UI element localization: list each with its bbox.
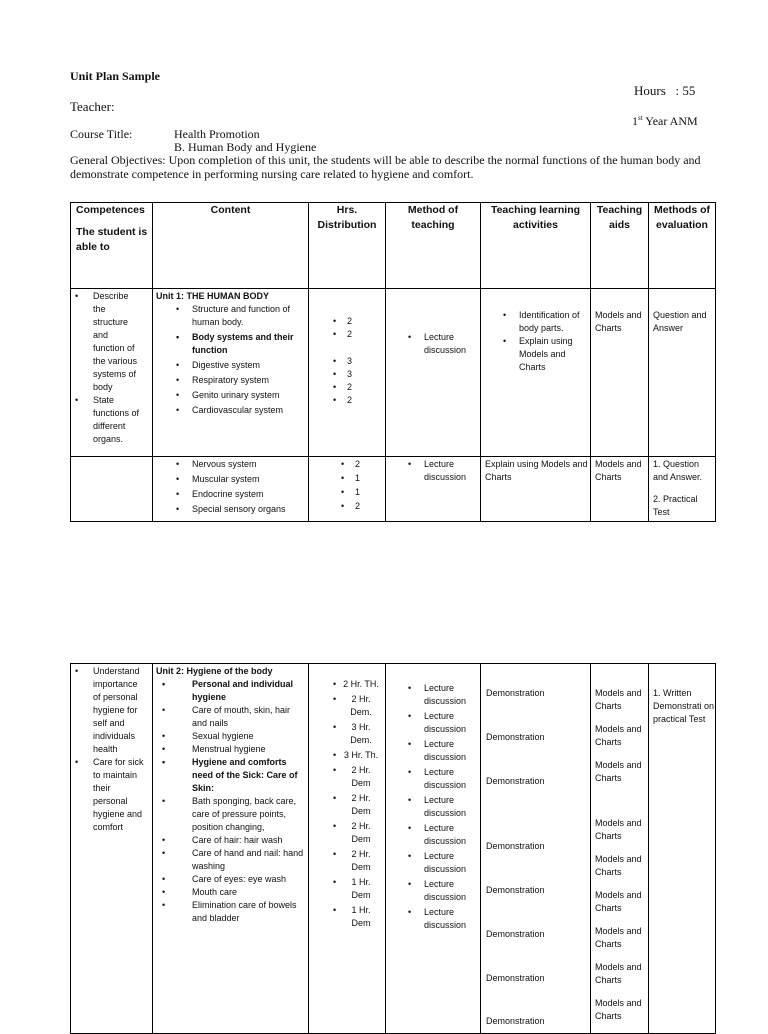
list-item: • 2 bbox=[339, 500, 360, 513]
header-evaluation: Methods of evaluation bbox=[649, 203, 716, 289]
list-item: • 2 bbox=[331, 315, 352, 328]
list-item: • Bath sponging, back care, care of pressure points, position changing, bbox=[160, 795, 306, 834]
list-item: • 1 Hr. Dem bbox=[331, 904, 379, 930]
aids-text: Models and Charts bbox=[595, 760, 642, 783]
hrs-cell bbox=[309, 289, 386, 457]
aids-text: Models and Charts bbox=[595, 724, 642, 747]
activity-text: Demonstration bbox=[486, 732, 545, 742]
list-item: • Lecture discussion bbox=[406, 738, 478, 764]
list-item: • Cardiovascular system bbox=[174, 404, 306, 417]
aids-text: Models and Charts bbox=[595, 890, 642, 913]
list-item: • 2 Hr. TH. bbox=[331, 678, 379, 691]
list-item: • 1 Hr. Dem bbox=[331, 876, 379, 902]
year-suffix: st bbox=[638, 114, 643, 122]
method-cell bbox=[386, 457, 481, 522]
unit-title: Unit 2: Hygiene of the body bbox=[156, 666, 273, 676]
header-hrs: Hrs. Distribution bbox=[309, 203, 386, 289]
competences-cell bbox=[71, 289, 153, 457]
evaluation-cell bbox=[649, 664, 716, 1034]
list-item: • Lecture discussion bbox=[406, 850, 478, 876]
evaluation-cell bbox=[649, 289, 716, 457]
hrs-cell bbox=[309, 664, 386, 1034]
aids-cell bbox=[591, 457, 649, 522]
list-item: • 2 Hr. Dem bbox=[331, 792, 379, 818]
activity-text: Demonstration bbox=[486, 929, 545, 939]
list-item: • 2 Hr. Dem. bbox=[331, 693, 379, 719]
aids-text: Models and Charts bbox=[595, 688, 642, 711]
aids-cell bbox=[591, 664, 649, 1034]
activity-text: Demonstration bbox=[486, 688, 545, 698]
evaluation-text-1: 1. Question and Answer. bbox=[653, 459, 703, 482]
list-item: • Personal and individual hygiene bbox=[160, 678, 306, 704]
list-item: • 2 Hr. Dem bbox=[331, 848, 379, 874]
evaluation-text: 1. Written Demonstrati on practical Test bbox=[653, 688, 715, 724]
list-item: • Elimination care of bowels and bladder bbox=[160, 899, 306, 925]
aids-text: Models and Charts bbox=[595, 962, 642, 985]
list-item: • Sexual hygiene bbox=[160, 730, 306, 743]
evaluation-text-2: 2. Practical Test bbox=[653, 494, 698, 517]
list-item: • Menstrual hygiene bbox=[160, 743, 306, 756]
list-item: • Lecture discussion bbox=[406, 878, 478, 904]
aids-text: Models and Charts bbox=[595, 459, 642, 482]
list-item: • Care of hand and nail: hand washing bbox=[160, 847, 306, 873]
list-item: • Lecture discussion bbox=[406, 822, 478, 848]
list-item: • Special sensory organs bbox=[174, 503, 306, 516]
list-item: • Care of hair: hair wash bbox=[160, 834, 306, 847]
list-item: • Lecture discussion bbox=[406, 682, 478, 708]
list-item: • Describe the structure and function of the various systems of body bbox=[73, 290, 140, 394]
aids-text: Models and Charts bbox=[595, 926, 642, 949]
evaluation-text: Question and Answer bbox=[653, 310, 707, 333]
list-item: • 3 Hr. Dem. bbox=[331, 721, 379, 747]
list-item: • 3 bbox=[331, 368, 352, 381]
hours-label: Hours : 55 bbox=[634, 83, 696, 98]
list-item: • Lecture discussion bbox=[406, 331, 478, 357]
aids-text: Models and Charts bbox=[595, 854, 642, 877]
list-item: • State functions of different organs. bbox=[73, 394, 140, 446]
year-number: 1 bbox=[632, 114, 638, 128]
aids-text: Models and Charts bbox=[595, 818, 642, 841]
hrs-cell bbox=[309, 457, 386, 522]
activities-text: Explain using Models and Charts bbox=[485, 459, 588, 482]
header-tl-activities: Teaching learning activities bbox=[481, 203, 591, 289]
activities-cell bbox=[481, 664, 591, 1034]
unit-plan-table-2 bbox=[70, 663, 716, 1034]
activity-text: Demonstration bbox=[486, 841, 545, 851]
list-item: • Structure and function of human body. bbox=[174, 303, 306, 329]
table-row bbox=[71, 664, 716, 1034]
course-title-line2: B. Human Body and Hygiene bbox=[174, 140, 317, 154]
list-item: • 2 Hr. Dem bbox=[331, 820, 379, 846]
header-aids: Teaching aids bbox=[591, 203, 649, 289]
activity-text: Demonstration bbox=[486, 776, 545, 786]
list-item: • Genito urinary system bbox=[174, 389, 306, 402]
list-item: • Identification of body parts. bbox=[501, 309, 589, 335]
list-item: • 1 bbox=[339, 472, 360, 485]
aids-text: Models and Charts bbox=[595, 998, 642, 1021]
teacher-label: Teacher: bbox=[70, 99, 115, 114]
list-item: • Lecture discussion bbox=[406, 766, 478, 792]
activity-text: Demonstration bbox=[486, 973, 545, 983]
list-item: • 2 bbox=[331, 381, 352, 394]
evaluation-cell bbox=[649, 457, 716, 522]
list-item: • Body systems and their function bbox=[174, 331, 306, 357]
list-item: • Care of eyes: eye wash bbox=[160, 873, 306, 886]
activity-text: Demonstration bbox=[486, 885, 545, 895]
header-method: Method of teaching bbox=[386, 203, 481, 289]
year-label bbox=[632, 114, 698, 129]
list-item: • Muscular system bbox=[174, 473, 306, 486]
list-item: • 3 bbox=[331, 355, 352, 368]
list-item: • 2 bbox=[331, 394, 352, 407]
aids-text: Models and Charts bbox=[595, 310, 642, 333]
header-student-able: The student is able to bbox=[76, 226, 148, 253]
method-cell bbox=[386, 289, 481, 457]
list-item: • 1 bbox=[339, 486, 360, 499]
year-text: Year ANM bbox=[642, 114, 698, 128]
general-objectives: General Objectives: Upon completion of this unit, the students will be able to describe the normal functions of the human body and demonstrate competence in performing nursing care related to hygiene and comfort. bbox=[70, 153, 701, 181]
table-header-row bbox=[71, 203, 716, 289]
list-item: • Lecture discussion bbox=[406, 458, 478, 484]
document-title: Unit Plan Sample bbox=[70, 69, 161, 83]
table-row bbox=[71, 289, 716, 457]
list-item: • 2 bbox=[339, 458, 360, 471]
list-item: • Lecture discussion bbox=[406, 906, 478, 932]
list-item: • 2 bbox=[331, 328, 352, 341]
list-item: • Explain using Models and Charts bbox=[501, 335, 589, 374]
table-row bbox=[71, 457, 716, 522]
list-item: • Care for sick to maintain their personal hygiene and comfort bbox=[73, 756, 144, 834]
course-title-line1: Health Promotion bbox=[174, 127, 260, 141]
list-item: • Lecture discussion bbox=[406, 710, 478, 736]
header-competences-label: Competences bbox=[76, 204, 145, 216]
content-cell bbox=[153, 664, 309, 1034]
list-item: • Respiratory system bbox=[174, 374, 306, 387]
activity-text: Demonstration bbox=[486, 1016, 545, 1026]
list-item: • Digestive system bbox=[174, 359, 306, 372]
content-cell bbox=[153, 289, 309, 457]
list-item: • Care of mouth, skin, hair and nails bbox=[160, 704, 306, 730]
content-cell bbox=[153, 457, 309, 522]
method-cell bbox=[386, 664, 481, 1034]
list-item: • Endocrine system bbox=[174, 488, 306, 501]
list-item: • Lecture discussion bbox=[406, 794, 478, 820]
aids-cell bbox=[591, 289, 649, 457]
list-item: • Hygiene and comforts need of the Sick: Care of Skin: bbox=[160, 756, 306, 795]
unit-title: Unit 1: THE HUMAN BODY bbox=[156, 291, 269, 301]
header-content: Content bbox=[153, 203, 309, 289]
competences-cell bbox=[71, 457, 153, 522]
unit-plan-table-1 bbox=[70, 202, 716, 522]
header-competences bbox=[71, 203, 153, 289]
list-item: • Nervous system bbox=[174, 458, 306, 471]
list-item: • 2 Hr. Dem bbox=[331, 764, 379, 790]
activities-cell bbox=[481, 457, 591, 522]
activities-cell bbox=[481, 289, 591, 457]
list-item: • Understand importance of personal hygiene for self and individuals health bbox=[73, 665, 144, 756]
list-item: • Mouth care bbox=[160, 886, 306, 899]
course-title-label: Course Title: bbox=[70, 127, 133, 141]
competences-cell bbox=[71, 664, 153, 1034]
list-item: • 3 Hr. Th. bbox=[331, 749, 379, 762]
